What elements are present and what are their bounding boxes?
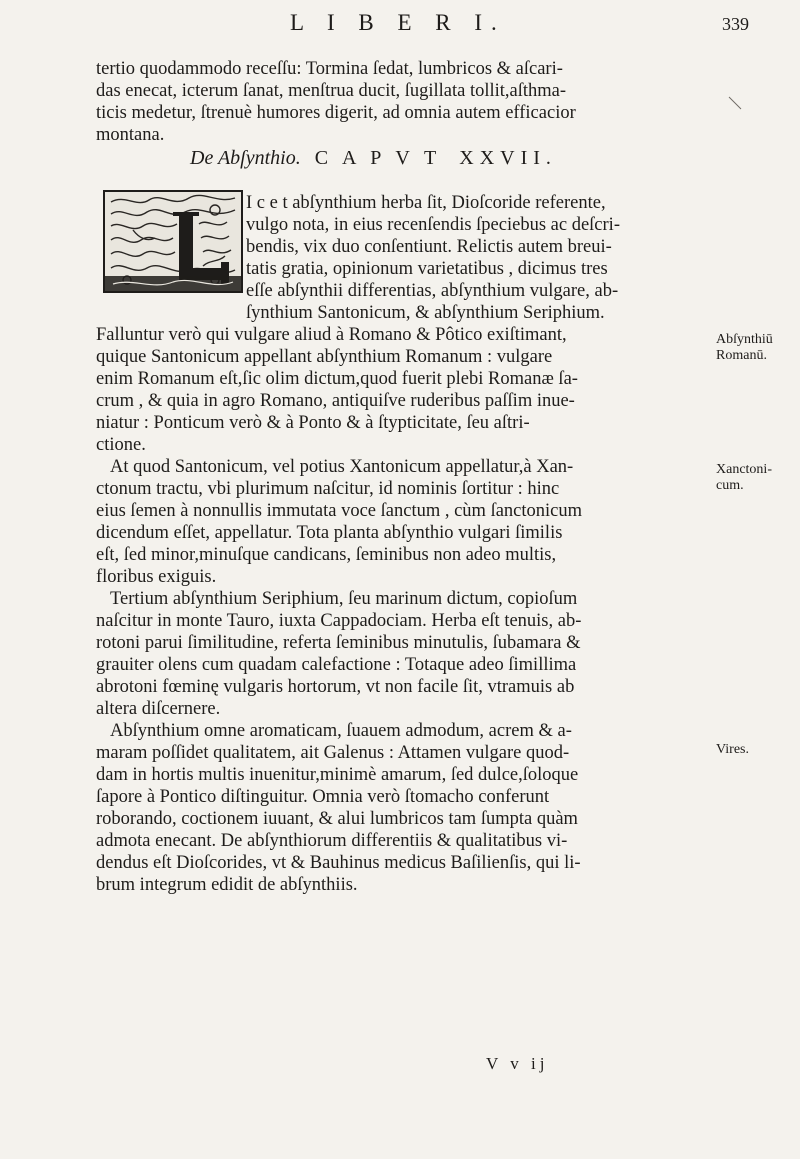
body-line: Tertium abſynthium Seriphium, ſeu marinum dictum, copioſum — [110, 589, 578, 609]
page-number: 339 — [722, 14, 749, 34]
body-line: eſt, ſed minor,minuſque candicans, ſeminibus non adeo multis, — [96, 545, 557, 565]
margin-note: Romanū. — [716, 348, 767, 363]
intro-line: das enecat, icterum ſanat, menſtrua ducit, ſugillata tollit,aſthma- — [96, 81, 567, 101]
margin-note: cum. — [716, 478, 744, 493]
body-line: roborando, coctionem iuuant, & alui lumbricos tam ſumpta quàm — [96, 809, 578, 829]
body-line: quique Santonicum appellant abſynthium Romanum : vulgare — [96, 347, 553, 367]
intro-line: ticis medetur, ſtrenuè humores digerit, ad omnia autem efficacior — [96, 103, 576, 123]
chapter-number: XXVII. — [459, 147, 557, 169]
body-line: At quod Santonicum, vel potius Xantonicum appellatur,à Xan- — [110, 457, 574, 477]
body-line: bendis, vix duo conſentiunt. Relictis autem breui- — [246, 237, 612, 257]
body-line: rotoni parui ſimilitudine, referta ſeminibus minutulis, ſubamara & — [96, 633, 581, 653]
body-line: dicendum eſſet, appellatur. Tota planta abſynthio vulgari ſimilis — [96, 523, 563, 543]
body-line: ſynthium Santonicum, & abſynthium Seriphium. — [246, 303, 605, 323]
margin-note: Vires. — [716, 742, 749, 757]
margin-note: Xanctoni- — [716, 462, 772, 477]
body-line: maram poſſidet qualitatem, ait Galenus : Attamen vulgare quod- — [96, 743, 570, 763]
body-line: admota enecant. De abſynthiorum differentiis & qualitatibus vi- — [96, 831, 568, 851]
intro-line: montana. — [96, 125, 165, 145]
body-line: brum integrum edidit de abſynthiis. — [96, 875, 358, 895]
body-line: dam in hortis multis inuenitur,minimè amarum, ſed dulce,ſoloque — [96, 765, 579, 785]
body-line: floribus exiguis. — [96, 567, 217, 587]
chapter-caput: C A P V T — [314, 147, 442, 169]
body-line: abrotoni fœminę vulgaris hortorum, vt non facile ſit, vtramuis ab — [96, 677, 575, 697]
chapter-subject: De Abſynthio. — [190, 147, 301, 169]
body-line: crum , & quia in agro Romano, antiquiſve ruderibus paſſim inue- — [96, 391, 575, 411]
chapter-heading — [190, 147, 557, 170]
body-line: naſcitur in monte Tauro, iuxta Cappadociam. Herba eſt tenuis, ab- — [96, 611, 582, 631]
pencil-stroke-mark — [728, 96, 742, 110]
decorated-initial-icon — [103, 190, 243, 293]
body-line: niatur : Ponticum verò & à Ponto & à ſtypticitate, ſeu aſtri- — [96, 413, 530, 433]
body-line: vulgo nota, in eius recenſendis ſpeciebus ac deſcri- — [246, 215, 620, 235]
body-line: ſapore à Pontico diſtinguitur. Omnia verò ſtomacho conferunt — [96, 787, 550, 807]
body-line: eſſe abſynthii differentias, abſynthium vulgare, ab- — [246, 281, 619, 301]
body-line: enim Romanum eſt,ſic olim dictum,quod fuerit plebi Romanæ ſa- — [96, 369, 578, 389]
body-line: dendus eſt Dioſcorides, vt & Bauhinus medicus Baſilienſis, qui li- — [96, 853, 581, 873]
body-line: tatis gratia, opinionum varietatibus , dicimus tres — [246, 259, 608, 279]
body-line: eius ſemen à nonnullis immutata voce ſanctum , cùm ſanctonicum — [96, 501, 583, 521]
margin-note: Abſynthiū — [716, 332, 773, 347]
body-line: ctione. — [96, 435, 146, 455]
signature-mark: V v ij — [486, 1054, 549, 1073]
intro-line: tertio quodammodo receſſu: Tormina ſedat, lumbricos & aſcari- — [96, 59, 563, 79]
running-head — [0, 10, 800, 40]
running-head-title: L I B E R I. — [290, 10, 506, 35]
body-line: altera diſcernere. — [96, 699, 221, 719]
body-line: Falluntur verò qui vulgare aliud à Romano & Pôtico exiſtimant, — [96, 325, 567, 345]
body-line: Abſynthium omne aromaticam, ſuauem admodum, acrem & a- — [110, 721, 572, 741]
body-line: ctonum tractu, vbi plurimum naſcitur, id nominis ſortitur : hinc — [96, 479, 560, 499]
body-line: I c e t abſynthium herba ſit, Dioſcoride referente, — [246, 193, 606, 213]
body-line: grauiter olens cum quadam calefactione : Totaque adeo ſimillima — [96, 655, 577, 675]
